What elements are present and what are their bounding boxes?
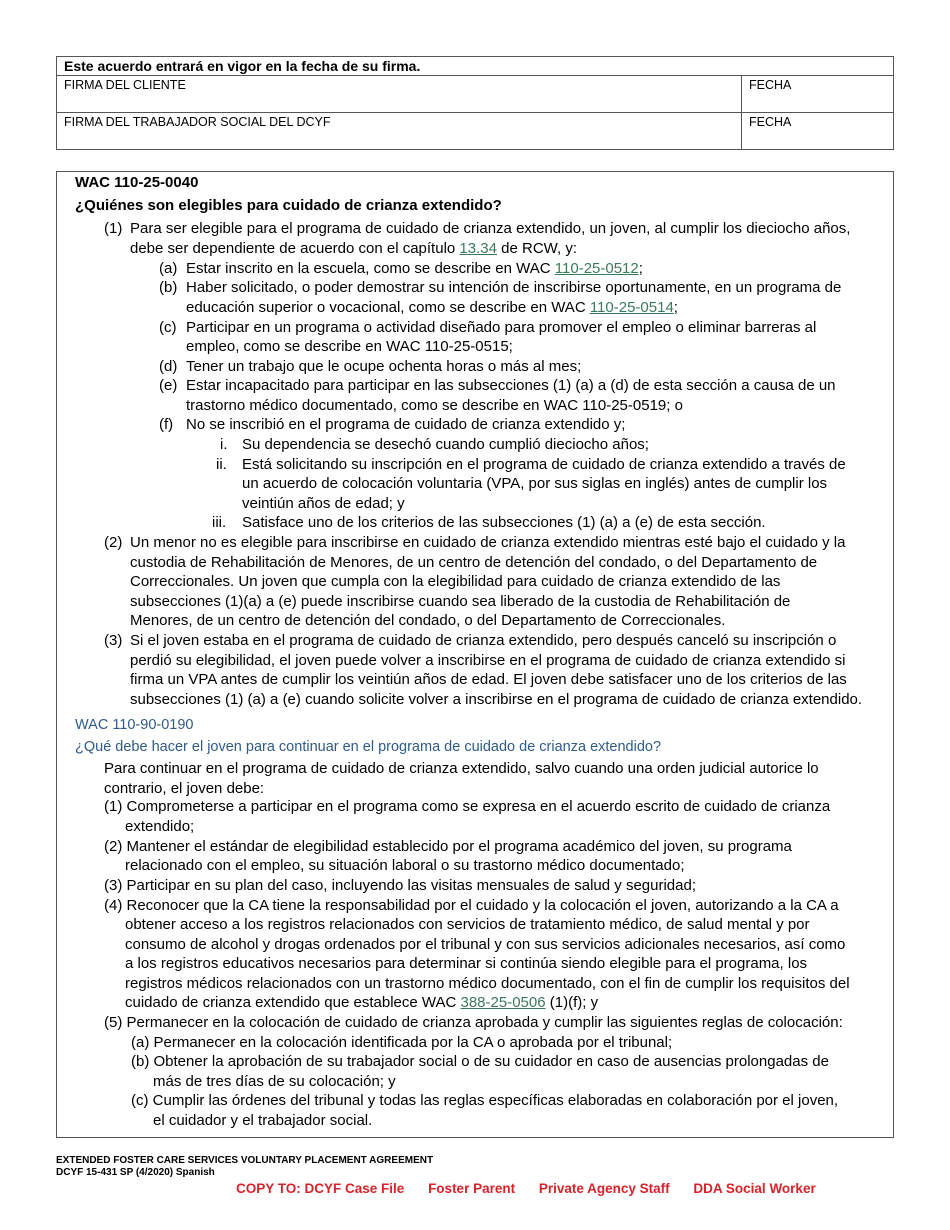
- signature-table: [56, 56, 894, 150]
- item-ii-line2: un acuerdo de colocación voluntaria (VPA, por sus siglas en inglés) antes de cumplir los: [242, 475, 828, 492]
- intro-line2: contrario, el joven debe:: [104, 780, 265, 797]
- item-i-line1: Su dependencia se desechó cuando cumplió dieciocho años;: [242, 436, 649, 453]
- item-d-line1: Tener un trabajo que le ocupe ochenta horas o más al mes;: [186, 358, 582, 375]
- form-footer: [56, 1155, 433, 1179]
- q4-line2: obtener acceso a los registros relacionados con servicios de tratamiento médico, de salud mental y por: [125, 916, 810, 933]
- p1-line2: debe ser dependiente de acuerdo con el capítulo 13.34 de RCW, y:: [130, 240, 577, 257]
- q4-line1: (4) Reconocer que la CA tiene la responsabilidad por el cuidado y la colocación el joven, autorizando a la CA a: [104, 897, 839, 914]
- qb-line2: más de tres días de su colocación; y: [153, 1073, 396, 1090]
- intro-line1: Para continuar en el programa de cuidado de crianza extendido, salvo cuando una orden judicial autorice lo: [104, 760, 819, 777]
- item-ii-line1: Está solicitando su inscripción en el programa de cuidado de crianza extendido a través de: [242, 456, 846, 473]
- q4-line6: cuidado de crianza extendido que establece WAC 388-25-0506 (1)(f); y: [125, 994, 599, 1011]
- p2-line1: Un menor no es elegible para inscribirse en cuidado de crianza extendido mientras esté bajo el cuidado y la: [130, 534, 846, 551]
- p1-line1: Para ser elegible para el programa de cuidado de crianza extendido, un joven, al cumplir los dieciocho años,: [130, 220, 851, 237]
- p3-line1: Si el joven estaba en el programa de cuidado de crianza extendido, pero después canceló su inscripción o: [130, 632, 837, 649]
- item-b-number: (b): [159, 279, 178, 296]
- sec1-title: ¿Quiénes son elegibles para cuidado de crianza extendido?: [75, 197, 502, 214]
- item-c-line2: empleo, como se describe en WAC 110-25-0515;: [186, 338, 513, 355]
- copy-foster-parent: Foster Parent: [428, 1181, 516, 1196]
- copy-to-line: [236, 1181, 836, 1196]
- worker-signature-field[interactable]: FIRMA DEL TRABAJADOR SOCIAL DEL DCYF: [57, 113, 742, 149]
- sec2-title: ¿Qué debe hacer el joven para continuar en el programa de cuidado de crianza extendido?: [75, 739, 662, 755]
- form-id: DCYF 15-431 SP (4/2020) Spanish: [56, 1167, 215, 1178]
- item-e-line2: trastorno médico documentado, como se describe en WAC 110-25-0519; o: [186, 397, 683, 414]
- q4-line5: registros médicos relacionados con un trastorno médico documentado, con el fin de cumplir los requisitos del: [125, 975, 850, 992]
- item-b-line2: educación superior o vocacional, como se describe en WAC 110-25-0514;: [186, 299, 678, 316]
- rcw-13-34-link[interactable]: 13.34: [459, 240, 497, 257]
- qb-line1: (b) Obtener la aprobación de su trabajador social o de su cuidador en caso de ausencias prolongadas de: [131, 1053, 829, 1070]
- qc-line2: el cuidador y el trabajador social.: [153, 1112, 373, 1129]
- sec1-code: WAC 110-25-0040: [75, 174, 199, 191]
- q2-line1: (2) Mantener el estándar de elegibilidad establecido por el programa académico del joven, su programa: [104, 838, 792, 855]
- effective-date-note: Este acuerdo entrará en vigor en la fecha de su firma.: [57, 57, 893, 76]
- sec2-code: WAC 110-90-0190: [75, 717, 194, 733]
- client-date-field[interactable]: FECHA: [749, 78, 792, 92]
- copy-agency-staff: Private Agency Staff: [538, 1181, 670, 1196]
- item-e-line1: Estar incapacitado para participar en las subsecciones (1) (a) a (d) de esta sección a causa de un: [186, 377, 836, 394]
- p1-number: (1): [104, 220, 123, 237]
- wac-110-25-0514-link[interactable]: 110-25-0514: [589, 299, 674, 316]
- p3-line2: perdió su elegibilidad, el joven puede volver a inscribirse en el programa de cuidado de crianza extendido si: [130, 652, 846, 669]
- p2-number: (2): [104, 534, 123, 551]
- item-e-number: (e): [159, 377, 178, 394]
- q1-line2: extendido;: [125, 818, 195, 835]
- p2-line3: Correccionales. Un joven que cumpla con la elegibilidad para cuidado de crianza extendido de las: [130, 573, 781, 590]
- q3-line1: (3) Participar en su plan del caso, incluyendo las visitas mensuales de salud y seguridad;: [104, 877, 696, 894]
- item-a-line1: Estar inscrito en la escuela, como se describe en WAC 110-25-0512;: [186, 260, 643, 277]
- p3-line3: firma un VPA antes de cumplir los veintiún años de edad. El joven debe satisfacer uno de los criterios de las: [130, 671, 847, 688]
- q4-line4: a los registros educativos necesarios para determinar si continúa siendo elegible para el programa, los: [125, 955, 808, 972]
- client-signature-field[interactable]: FIRMA DEL CLIENTE: [57, 76, 742, 112]
- item-c-number: (c): [159, 319, 177, 336]
- qa-line1: (a) Permanecer en la colocación identificada por la CA o aprobada por el tribunal;: [131, 1034, 673, 1051]
- q1-line1: (1) Comprometerse a participar en el programa como se expresa en el acuerdo escrito de cuidado de crianza: [104, 798, 831, 815]
- item-d-number: (d): [159, 358, 178, 375]
- wac-388-25-0506-link[interactable]: 388-25-0506: [460, 994, 546, 1011]
- wac-110-25-0512-link[interactable]: 110-25-0512: [554, 260, 639, 277]
- item-i-number: i.: [220, 436, 228, 453]
- item-iii-line1: Satisface uno de los criterios de las subsecciones (1) (a) a (e) de esta sección.: [242, 514, 766, 531]
- qc-line1: (c) Cumplir las órdenes del tribunal y todas las reglas específicas elaboradas en colaboración por el joven,: [131, 1092, 839, 1109]
- item-c-line1: Participar en un programa o actividad diseñado para promover el empleo o eliminar barreras al: [186, 319, 817, 336]
- item-b-line1: Haber solicitado, o poder demostrar su intención de inscribirse oportunamente, en un programa de: [186, 279, 842, 296]
- copy-dcyf: COPY TO: DCYF Case File: [236, 1181, 405, 1196]
- item-iii-number: iii.: [212, 514, 227, 531]
- q5-line1: (5) Permanecer en la colocación de cuidado de crianza aprobada y cumplir las siguientes reglas de colocación:: [104, 1014, 843, 1031]
- p3-number: (3): [104, 632, 123, 649]
- item-f-number: (f): [159, 416, 174, 433]
- worker-date-field[interactable]: FECHA: [749, 115, 792, 129]
- q4-line3: consumo de alcohol y drogas ordenados por el tribunal y con sus servicios adicionales necesarios, así como: [125, 936, 846, 953]
- copy-dda-worker: DDA Social Worker: [693, 1181, 816, 1196]
- p2-line4: subsecciones (1)(a) a (e) puede inscribirse cuando sea liberado de la custodia de Rehabilitación de: [130, 593, 791, 610]
- form-title: EXTENDED FOSTER CARE SERVICES VOLUNTARY PLACEMENT AGREEMENT: [56, 1155, 434, 1166]
- item-ii-line3: veintiún años de edad; y: [242, 495, 405, 512]
- item-a-number: (a): [159, 260, 178, 277]
- item-ii-number: ii.: [216, 456, 227, 473]
- p2-line2: custodia de Rehabilitación de Menores, de un centro de detención del condado, o del Departamento de: [130, 554, 818, 571]
- q2-line2: relacionado con el empleo, su situación laboral o su trastorno médico documentado;: [125, 857, 685, 874]
- p2-line5: Menores, de un centro de detención del condado, o del Departamento de Correccionales.: [130, 612, 726, 629]
- p3-line4: subsecciones (1) (a) a (e) cuando solicite volver a inscribirse en el programa de cuidado de crianza extendido.: [130, 691, 863, 708]
- item-f-line1: No se inscribió en el programa de cuidado de crianza extendido y;: [186, 416, 626, 433]
